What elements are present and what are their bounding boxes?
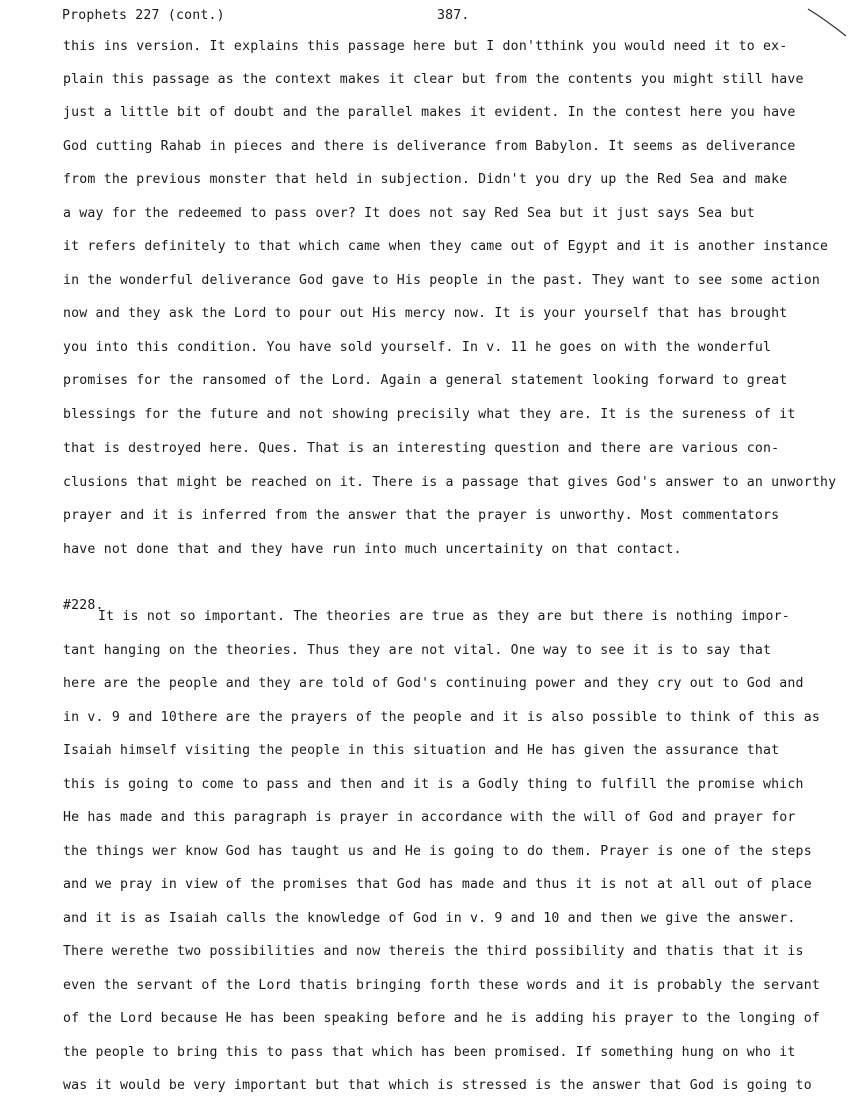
- text-line: have not done that and they have run into much uncertainity on that contact.: [63, 542, 682, 557]
- document-title: Prophets 227 (cont.): [62, 8, 225, 23]
- text-line: a way for the redeemed to pass over? It does not say Red Sea but it just says Sea but: [63, 206, 755, 221]
- text-line: the things wer know God has taught us and He is going to do them. Prayer is one of the steps: [63, 844, 812, 859]
- text-line: and it is as Isaiah calls the knowledge of God in v. 9 and 10 and then we give the answer.: [63, 911, 796, 926]
- text-line: was it would be very important but that which is stressed is the answer that God is going to: [63, 1078, 812, 1093]
- text-line: that is destroyed here. Ques. That is an interesting question and there are various con-: [63, 441, 780, 456]
- text-line: tant hanging on the theories. Thus they are not vital. One way to see it is to say that: [63, 643, 772, 658]
- text-line: prayer and it is inferred from the answer that the prayer is unworthy. Most commentators: [63, 508, 780, 523]
- text-line: He has made and this paragraph is prayer in accordance with the will of God and prayer for: [63, 810, 796, 825]
- text-line: It is not so important. The theories are true as they are but there is nothing impor-: [98, 609, 790, 624]
- text-line: this ins version. It explains this passage here but I don'tthink you would need it to ex-: [63, 39, 788, 54]
- text-line: promises for the ransomed of the Lord. Again a general statement looking forward to great: [63, 373, 788, 388]
- text-line: just a little bit of doubt and the parallel makes it evident. In the contest here you have: [63, 105, 796, 120]
- pen-stroke-mark: [806, 6, 851, 40]
- text-line: God cutting Rahab in pieces and there is deliverance from Babylon. It seems as deliverance: [63, 139, 796, 154]
- text-line: from the previous monster that held in subjection. Didn't you dry up the Red Sea and make: [63, 172, 788, 187]
- text-line: this is going to come to pass and then and it is a Godly thing to fulfill the promise which: [63, 777, 804, 792]
- text-line: here are the people and they are told of God's continuing power and they cry out to God and: [63, 676, 804, 691]
- text-line: Isaiah himself visiting the people in this situation and He has given the assurance that: [63, 743, 780, 758]
- page-number: 387.: [437, 8, 470, 23]
- text-line: the people to bring this to pass that which has been promised. If something hung on who it: [63, 1045, 796, 1060]
- text-line: it refers definitely to that which came when they came out of Egypt and it is another instance: [63, 239, 829, 254]
- text-line: and we pray in view of the promises that God has made and thus it is not at all out of place: [63, 877, 812, 892]
- page-header: [62, 8, 822, 28]
- text-line: in the wonderful deliverance God gave to His people in the past. They want to see some action: [63, 273, 820, 288]
- text-line: now and they ask the Lord to pour out His mercy now. It is your yourself that has brought: [63, 306, 788, 321]
- text-line: you into this condition. You have sold yourself. In v. 11 he goes on with the wonderful: [63, 340, 772, 355]
- text-line: blessings for the future and not showing precisily what they are. It is the sureness of it: [63, 407, 796, 422]
- text-line: in v. 9 and 10there are the prayers of the people and it is also possible to think of this as: [63, 710, 820, 725]
- section-marker: #228.: [63, 598, 104, 613]
- text-line: There werethe two possibilities and now thereis the third possibility and thatis that it is: [63, 944, 804, 959]
- text-line: even the servant of the Lord thatis bringing forth these words and it is probably the servant: [63, 978, 820, 993]
- text-line: clusions that might be reached on it. There is a passage that gives God's answer to an unworthy: [63, 475, 837, 490]
- text-line: plain this passage as the context makes it clear but from the contents you might still have: [63, 72, 804, 87]
- text-line: of the Lord because He has been speaking before and he is adding his prayer to the longing of: [63, 1011, 820, 1026]
